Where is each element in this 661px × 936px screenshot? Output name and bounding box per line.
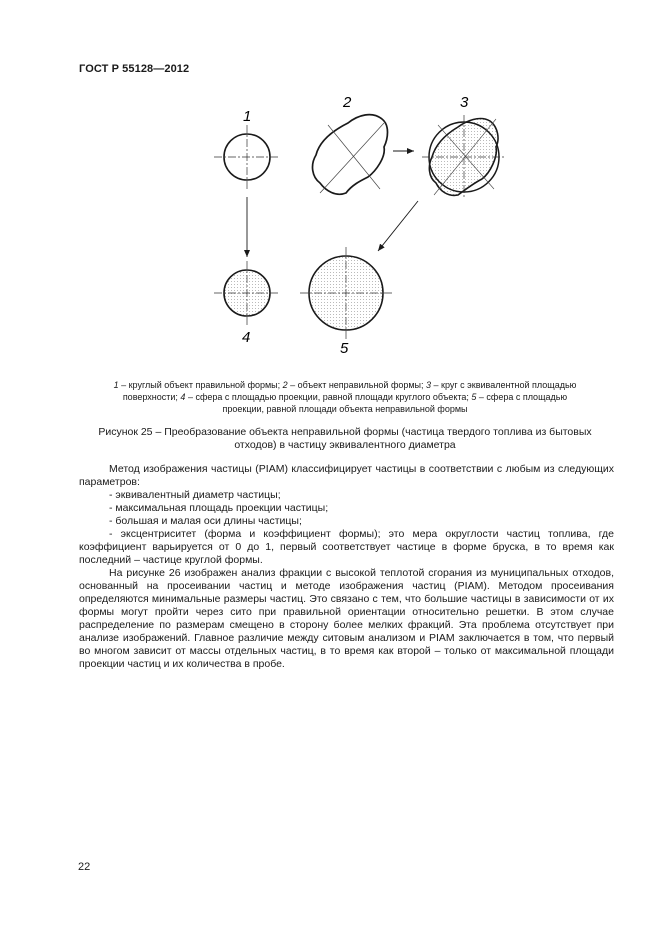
body-text: [79, 463, 614, 671]
figure-label-5: 5: [340, 340, 349, 357]
figure-label-4: 4: [242, 329, 251, 346]
legend-text-1: – круглый объект правильной формы;: [118, 380, 283, 390]
legend-text-5: – сфера с площадью: [476, 392, 568, 402]
list-item: - большая и малая оси длины частицы;: [109, 515, 302, 527]
circle-object-1: [214, 125, 280, 189]
figure-25-diagram: [200, 85, 530, 365]
irregular-object-2: [313, 115, 388, 195]
figure-caption: [80, 426, 610, 452]
page-number: 22: [78, 861, 91, 873]
figure-legend: [80, 379, 610, 415]
document-header: ГОСТ Р 55128—2012: [79, 63, 190, 75]
paragraph-2: На рисунке 26 изображен анализ фракции с высокой теплотой сгорания из муниципальных отходов, основанный на просеивании частиц и методе изображения частиц (PIAM). Методом просеивания определяются минимальные размеры частиц. Это связано с тем, что большие частицы в зависимости от их формы могут пройти через сито при правильной ориентации относительно решетки. В этом случае распределение по размерам смещено в сторону более мелких фракций. Эта проблема отсутствует при анализе изображений. Главное различие между ситовым анализом и PIAM заключается в том, что первый во многом зависит от массы отдельных частиц, в то время как второй – только от максимальной площади проекции частиц и их количества в пробе.: [79, 567, 614, 670]
legend-line-1: [80, 379, 610, 391]
legend-text-3b: поверхности;: [122, 392, 181, 402]
list-item: - эксцентриситет (форма и коэффициент формы); это мера округлости частиц топлива, где коэффициент варьируется от 0 до 1, первый соответствует частице в форме бруска, в то время как последний – частице круглой формы.: [79, 528, 614, 566]
figure-label-1: 1: [243, 108, 252, 125]
figure-label-2: 2: [343, 94, 352, 111]
caption-line-1: Рисунок 25 – Преобразование объекта неправильной формы (частица твердого топлива из бытовых: [98, 426, 592, 438]
legend-text-3: – круг с эквивалентной площадью: [431, 380, 577, 390]
list-item: - максимальная площадь проекции частицы;: [109, 502, 329, 514]
equivalent-circle-object-3: [422, 115, 506, 199]
arrow-3-to-5: [378, 201, 418, 251]
legend-key-5: 5: [471, 392, 477, 402]
legend-key-2: 2: [282, 380, 288, 390]
figure-label-3: 3: [460, 94, 469, 111]
paragraph-1: Метод изображения частицы (PIAM) классифицирует частицы в соответствии с любым из следующих параметров:: [79, 463, 614, 488]
sphere-object-5: [300, 247, 392, 339]
caption-line-2: отходов) в частицу эквивалентного диаметра: [234, 439, 456, 451]
legend-text-4: – сфера с площадью проекции, равной площади круглого объекта;: [185, 392, 472, 402]
legend-line-3: проекции, равной площади объекта неправильной формы: [222, 404, 468, 414]
legend-line-2: [80, 391, 610, 403]
legend-key-1: 1: [113, 380, 119, 390]
legend-key-4: 4: [180, 392, 186, 402]
sphere-object-4: [214, 261, 280, 325]
legend-key-3: 3: [426, 380, 432, 390]
list-item: - эквивалентный диаметр частицы;: [109, 489, 281, 501]
legend-text-2: – объект неправильной формы;: [287, 380, 427, 390]
